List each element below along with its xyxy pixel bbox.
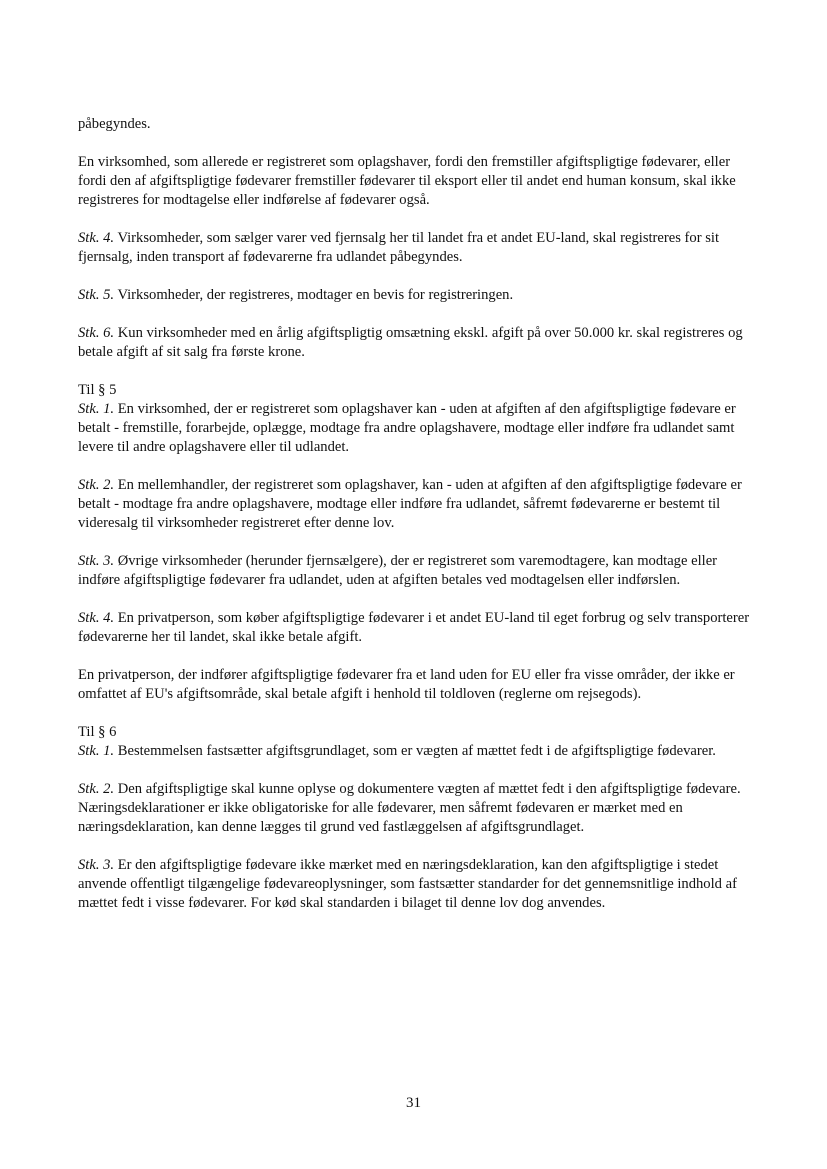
- stk-label: Stk. 2.: [78, 781, 115, 797]
- paragraph-text: Er den afgiftspligtige fødevare ikke mærket med en næringsdeklaration, kan den afgiftspligtige i stedet anvende offentligt tilgængelige fødevareoplysninger, som fastsætter standarder for det gennemsnitlige indhold af mættet fedt i visse fødevarer. For kød skal standarden i bilaget til denne lov dog anvendes.: [78, 857, 737, 911]
- stk-label: Stk. 4.: [78, 230, 115, 246]
- section-heading: Til § 5: [78, 382, 117, 398]
- paragraph-text: En privatperson, som køber afgiftspligtige fødevarer i et andet EU-land til eget forbrug og selv transporterer fødevarerne her til landet, skal ikke betale afgift.: [78, 610, 750, 645]
- stk-label: Stk. 6.: [78, 325, 115, 341]
- section-heading: Til § 6: [78, 724, 117, 740]
- paragraph: [78, 666, 758, 704]
- paragraph: [78, 153, 758, 210]
- paragraph-text: Den afgiftspligtige skal kunne oplyse og dokumentere vægten af mættet fedt i den afgiftspligtige fødevare. Næringsdeklarationer er ikke obligatoriske for alle fødevarer, men såfremt fødevaren er mærket med en næringsdeklaration, kan denne lægges til grund ved fastlæggelsen af afgiftsgrundlaget.: [78, 781, 741, 835]
- document-body: [78, 115, 758, 913]
- paragraph-text: Øvrige virksomheder (herunder fjernsælgere), der er registreret som varemodtagere, kan modtage eller indføre afgiftspligtige fødevarer fra udlandet, uden at afgiften betales ved modtagelsen eller indførslen.: [78, 553, 718, 588]
- stk-label: Stk. 1.: [78, 743, 115, 759]
- stk-label: Stk. 5.: [78, 287, 115, 303]
- paragraph: [78, 229, 758, 267]
- paragraph: [78, 286, 758, 305]
- paragraph: [78, 476, 758, 533]
- paragraph: [78, 115, 758, 134]
- stk-label: Stk. 3.: [78, 857, 115, 873]
- stk-label: Stk. 3.: [78, 553, 115, 569]
- stk-label: Stk. 1.: [78, 401, 115, 417]
- section-6-stk-1: [78, 723, 758, 761]
- paragraph-text: En virksomhed, som allerede er registreret som oplagshaver, fordi den fremstiller afgiftspligtige fødevarer, eller fordi den af afgiftspligtige fødevarer fremstiller fødevarer til eksport eller til andet end human konsum, skal ikke registreres for modtagelse eller indførelse af fødevarer også.: [78, 154, 736, 208]
- paragraph-text: Virksomheder, som sælger varer ved fjernsalg her til landet fra et andet EU-land, skal registreres for sit fjernsalg, inden transport af fødevarerne fra udlandet påbegyndes.: [78, 230, 720, 265]
- paragraph: [78, 856, 758, 913]
- paragraph-text: Kun virksomheder med en årlig afgiftspligtig omsætning ekskl. afgift på over 50.000 kr. skal registreres og betale afgift af sit salg fra første krone.: [78, 325, 743, 360]
- page-number: 31: [406, 1095, 421, 1111]
- paragraph-text: påbegyndes.: [78, 116, 151, 132]
- paragraph-text: En virksomhed, der er registreret som oplagshaver kan - uden at afgiften af den afgiftspligtige fødevare er betalt - fremstille, forarbejde, oplægge, modtage fra andre oplagshavere, modtage eller indføre fra udlandet samt levere til andre oplagshavere eller til udlandet.: [78, 401, 736, 455]
- paragraph: [78, 324, 758, 362]
- paragraph-text: Bestemmelsen fastsætter afgiftsgrundlaget, som er vægten af mættet fedt i de afgiftspligtige fødevarer.: [114, 743, 716, 759]
- paragraph: [78, 609, 758, 647]
- stk-label: Stk. 4.: [78, 610, 115, 626]
- paragraph-text: Virksomheder, der registreres, modtager en bevis for registreringen.: [114, 287, 514, 303]
- paragraph: [78, 780, 758, 837]
- paragraph: [78, 552, 758, 590]
- paragraph-text: En mellemhandler, der registreret som oplagshaver, kan - uden at afgiften af den afgiftspligtige fødevare er betalt - modtage fra andre oplagshavere, modtage eller indføre fra udlandet, såfremt fødevarerne er bestemt til videresalg til virksomheder registreret efter denne lov.: [78, 477, 742, 531]
- section-5-stk-1: [78, 381, 758, 457]
- paragraph-text: En privatperson, der indfører afgiftspligtige fødevarer fra et land uden for EU eller fra visse områder, der ikke er omfattet af EU's afgiftsområde, skal betale afgift i henhold til toldloven (reglerne om rejsegods).: [78, 667, 735, 702]
- stk-label: Stk. 2.: [78, 477, 115, 493]
